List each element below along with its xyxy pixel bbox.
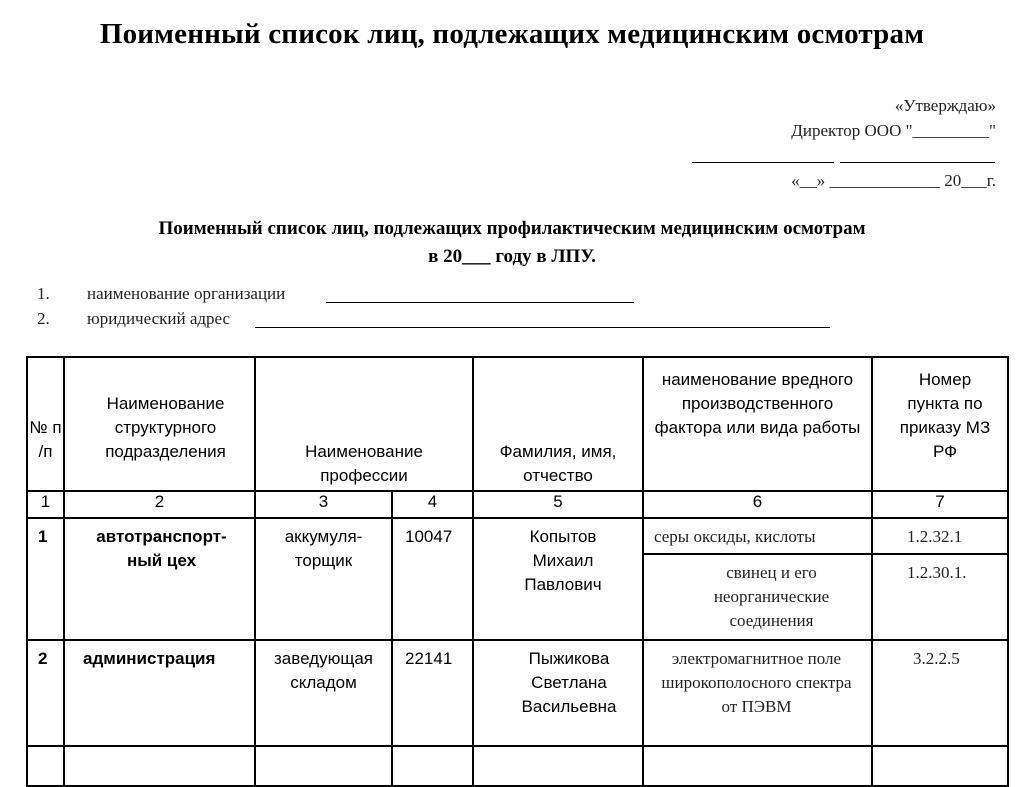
row-department: автотранспорт-ный цех — [64, 518, 255, 640]
row-profession: заведующая складом — [255, 640, 392, 746]
row-department: администрация — [64, 640, 255, 746]
row-number: 1 — [27, 518, 64, 640]
approve-date-line: «__» _____________ 20___г. — [791, 171, 996, 190]
factor-item: свинец и его неорганические соединения — [713, 563, 830, 630]
subtitle-line1: Поименный список лиц, подлежащих профилактическим медицинским осмотрам — [158, 218, 866, 239]
header-factor: наименование вредного производственного фактора или вида работы — [643, 357, 872, 491]
field-organization-label: наименование организации — [87, 284, 286, 303]
table-row — [27, 518, 1008, 640]
row-code: 22141 — [392, 640, 473, 746]
header-profession: Наименование профессии — [255, 357, 473, 491]
col-number-3: 3 — [255, 491, 392, 518]
factor-item: серы оксиды, кислоты — [644, 519, 871, 555]
col-number-2: 2 — [64, 491, 255, 518]
header-number: № п /п — [27, 357, 64, 491]
field-address-label: юридический адрес — [87, 309, 231, 328]
column-numbers-row — [27, 491, 1008, 518]
row-factors: электромагнитное поле широкополосного спектра от ПЭВМ — [643, 640, 872, 746]
document-title: Поименный список лиц, подлежащих медицинским осмотрам — [99, 18, 925, 50]
col-number-7: 7 — [872, 491, 1008, 518]
employees-table — [26, 356, 1009, 787]
col-number-4: 4 — [392, 491, 473, 518]
col-number-1: 1 — [27, 491, 64, 518]
row-fio: Копытов Михаил Павлович — [473, 518, 643, 640]
field-organization-number: 1. — [37, 284, 50, 303]
header-order-point: Номер пункта по приказу МЗ РФ — [872, 357, 1008, 491]
field-address-number: 2. — [37, 309, 50, 328]
point-item: 1.2.32.1 — [873, 519, 1007, 555]
table-row — [27, 640, 1008, 746]
signature-line — [692, 162, 834, 163]
row-number: 2 — [27, 640, 64, 746]
approve-stamp-label: «Утверждаю» — [894, 96, 996, 115]
col-number-5: 5 — [473, 491, 643, 518]
row-points — [872, 518, 1008, 640]
header-department: Наименование структурного подразделения — [64, 357, 255, 491]
table-header-row — [27, 357, 1008, 491]
subtitle-line2: в 20___ году в ЛПУ. — [428, 246, 596, 267]
table-row-empty — [27, 746, 1008, 786]
point-item: 1.2.30.1. — [907, 563, 967, 582]
header-fio: Фамилия, имя, отчество — [473, 357, 643, 491]
organization-input-line[interactable] — [326, 286, 634, 303]
row-code: 10047 — [392, 518, 473, 640]
row-points: 3.2.2.5 — [872, 640, 1008, 746]
name-line — [840, 162, 995, 163]
row-fio: Пыжикова Светлана Васильевна — [473, 640, 643, 746]
address-input-line[interactable] — [255, 311, 830, 328]
approve-director-line: Директор ООО "_________" — [791, 121, 996, 140]
row-factors — [643, 518, 872, 640]
row-profession: аккумуля-торщик — [255, 518, 392, 640]
col-number-6: 6 — [643, 491, 872, 518]
